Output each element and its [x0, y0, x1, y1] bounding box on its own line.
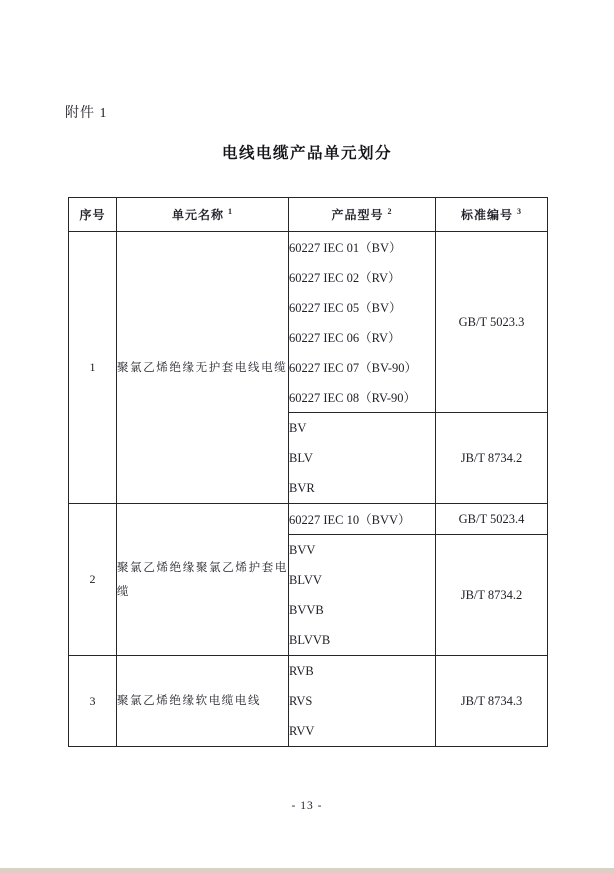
product-model-line: 60227 IEC 05（BV）: [289, 301, 402, 315]
product-models-cell: [289, 656, 436, 747]
product-units-table: [68, 197, 548, 747]
product-model-line: RVB: [289, 663, 314, 678]
product-models-cell: [289, 504, 436, 535]
header-label: 产品型号: [331, 208, 384, 222]
product-model-line: BLVV: [289, 572, 322, 587]
header-label: 序号: [79, 208, 106, 222]
table-row: [69, 504, 548, 535]
product-model-line: BLVVB: [289, 632, 331, 647]
product-model-line: BVV: [289, 542, 316, 557]
product-model-line: 60227 IEC 01（BV）: [289, 241, 402, 255]
table-row: [69, 656, 548, 747]
page-number: - 13 -: [291, 800, 323, 812]
attachment-label: 附件 1: [65, 106, 108, 121]
product-model-line: 60227 IEC 07（BV-90）: [289, 361, 418, 375]
header-superscript: 2: [387, 207, 393, 216]
product-models-cell: [289, 232, 436, 413]
header-product-model: [289, 198, 436, 232]
product-model-line: 60227 IEC 06（RV）: [289, 331, 401, 345]
standard-cell: JB/T 8734.3: [436, 656, 548, 747]
header-superscript: 1: [228, 207, 233, 216]
standard-cell: GB/T 5023.4: [436, 504, 548, 535]
header-serial-number: [69, 198, 117, 232]
header-label: 单元名称: [171, 208, 224, 222]
product-model-line: BVR: [289, 480, 315, 495]
row-number-cell: 3: [69, 656, 117, 747]
product-model-line: BV: [289, 420, 307, 435]
header-unit-name: [117, 198, 289, 232]
row-number-cell: 2: [69, 504, 117, 656]
product-model-line: 60227 IEC 10（BVV）: [289, 513, 411, 527]
header-label: 标准编号: [460, 208, 513, 222]
standard-cell: GB/T 5023.3: [436, 232, 548, 413]
product-model-line: RVV: [289, 723, 315, 738]
row-number-cell: 1: [69, 232, 117, 504]
product-model-line: RVS: [289, 693, 313, 708]
unit-name-cell: 聚氯乙烯绝缘聚氯乙烯护套电缆: [117, 504, 289, 656]
standard-cell: JB/T 8734.2: [436, 535, 548, 656]
product-model-line: 60227 IEC 02（RV）: [289, 271, 401, 285]
product-model-line: BVVB: [289, 602, 324, 617]
product-models-cell: [289, 413, 436, 504]
header-superscript: 3: [517, 207, 522, 216]
header-standard-number: [436, 198, 548, 232]
standard-cell: JB/T 8734.2: [436, 413, 548, 504]
table-header-row: [69, 198, 548, 232]
product-model-line: 60227 IEC 08（RV-90）: [289, 391, 417, 405]
unit-name-cell: 聚氯乙烯绝缘无护套电线电缆: [117, 232, 289, 504]
scan-edge-strip: [0, 868, 614, 873]
unit-name-cell: 聚氯乙烯绝缘软电缆电线: [117, 656, 289, 747]
table-row: [69, 232, 548, 413]
product-model-line: BLV: [289, 450, 313, 465]
document-title: 电线电缆产品单元划分: [221, 145, 392, 162]
product-models-cell: [289, 535, 436, 656]
